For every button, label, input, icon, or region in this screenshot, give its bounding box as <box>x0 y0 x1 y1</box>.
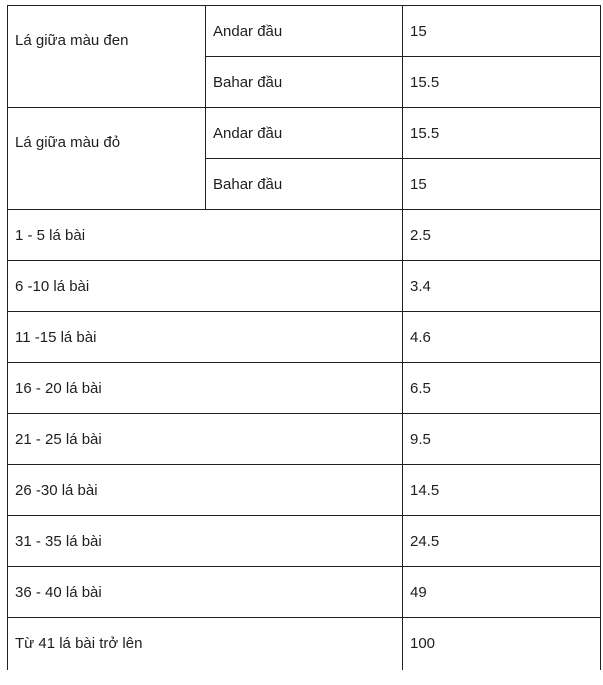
payout-cell: 15.5 <box>403 57 601 108</box>
table-row <box>8 312 601 363</box>
range-label-cell: 21 - 25 lá bài <box>8 414 403 465</box>
range-label-cell: 16 - 20 lá bài <box>8 363 403 414</box>
bet-cell: Andar đầu <box>206 6 403 57</box>
payout-cell: 6.5 <box>403 363 601 414</box>
payout-cell: 3.4 <box>403 261 601 312</box>
range-label-cell: 6 -10 lá bài <box>8 261 403 312</box>
table-row <box>8 618 601 670</box>
range-label-cell: 1 - 5 lá bài <box>8 210 403 261</box>
table-row <box>8 414 601 465</box>
payout-cell: 15 <box>403 6 601 57</box>
table-row <box>8 363 601 414</box>
bet-cell: Andar đầu <box>206 108 403 159</box>
payout-cell: 49 <box>403 567 601 618</box>
table-row <box>8 210 601 261</box>
table-row <box>8 465 601 516</box>
range-label-cell: 11 -15 lá bài <box>8 312 403 363</box>
payout-cell: 100 <box>403 618 601 670</box>
payout-cell: 9.5 <box>403 414 601 465</box>
table-row <box>8 516 601 567</box>
bet-cell: Bahar đầu <box>206 159 403 210</box>
range-label-cell: 31 - 35 lá bài <box>8 516 403 567</box>
table-row <box>8 567 601 618</box>
payout-cell: 24.5 <box>403 516 601 567</box>
range-label-cell: 26 -30 lá bài <box>8 465 403 516</box>
payout-cell: 4.6 <box>403 312 601 363</box>
range-label-cell: 36 - 40 lá bài <box>8 567 403 618</box>
payout-cell: 14.5 <box>403 465 601 516</box>
table-row <box>8 108 601 159</box>
bet-cell: Bahar đầu <box>206 57 403 108</box>
payout-cell: 2.5 <box>403 210 601 261</box>
payout-table <box>7 5 601 670</box>
payout-cell: 15 <box>403 159 601 210</box>
group-label-red: Lá giữa màu đỏ <box>8 108 206 210</box>
range-label-cell: Từ 41 lá bài trở lên <box>8 618 403 670</box>
table-row <box>8 261 601 312</box>
payout-cell: 15.5 <box>403 108 601 159</box>
group-label-black: Lá giữa màu đen <box>8 6 206 108</box>
table-row <box>8 6 601 57</box>
